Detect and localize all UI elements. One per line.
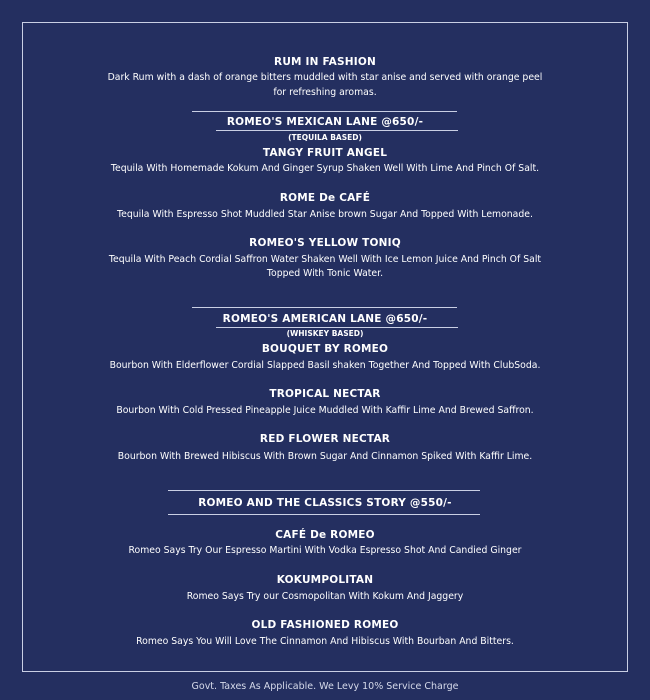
drink-desc-line: Romeo Says Try Our Espresso Martini With Vodka Espresso Shot And Candied Ginger bbox=[128, 545, 522, 556]
drink-title-rum-in-fashion: RUM IN FASHION bbox=[274, 56, 376, 68]
section-divider bbox=[216, 130, 458, 131]
drink-desc-line: Bourbon With Brewed Hibiscus With Brown Sugar And Cinnamon Spiked With Kaffir Lime. bbox=[117, 451, 533, 462]
drink-title: CAFÉ De ROMEO bbox=[275, 529, 375, 541]
drink-desc-line: Bourbon With Cold Pressed Pineapple Juice Muddled With Kaffir Lime And Brewed Saffron. bbox=[116, 405, 534, 416]
drink-title: ROME De CAFÉ bbox=[279, 192, 371, 204]
drink-title: BOUQUET BY ROMEO bbox=[261, 343, 389, 355]
section-header-mexican: ROMEO'S MEXICAN LANE @650/- bbox=[226, 116, 424, 128]
drink-title: KOKUMPOLITAN bbox=[276, 574, 374, 586]
drink-desc-line: Topped With Tonic Water. bbox=[266, 268, 384, 279]
section-header-classics: ROMEO AND THE CLASSICS STORY @550/- bbox=[198, 497, 452, 509]
section-divider bbox=[192, 307, 457, 308]
section-subtitle: (WHISKEY BASED) bbox=[286, 329, 364, 338]
section-divider bbox=[168, 514, 480, 515]
drink-title: TROPICAL NECTAR bbox=[269, 388, 381, 400]
drink-title: RED FLOWER NECTAR bbox=[259, 433, 391, 445]
drink-title: TANGY FRUIT ANGEL bbox=[262, 147, 388, 159]
section-divider bbox=[168, 490, 480, 491]
section-divider bbox=[192, 111, 457, 112]
footer-note: Govt. Taxes As Applicable. We Levy 10% Service Charge bbox=[191, 681, 459, 692]
section-divider bbox=[216, 327, 458, 328]
drink-desc-line: Romeo Says Try our Cosmopolitan With Kokum And Jaggery bbox=[186, 591, 464, 602]
drink-desc-line: Romeo Says You Will Love The Cinnamon And Hibiscus With Bourban And Bitters. bbox=[136, 636, 514, 647]
drink-title: ROMEO'S YELLOW TONIQ bbox=[249, 237, 401, 249]
drink-desc-line: Tequila With Homemade Kokum And Ginger Syrup Shaken Well With Lime And Pinch Of Salt. bbox=[110, 163, 540, 174]
drink-desc-line: Dark Rum with a dash of orange bitters muddled with star anise and served with orange peel bbox=[107, 72, 543, 83]
drink-desc-line: Tequila With Espresso Shot Muddled Star Anise brown Sugar And Topped With Lemonade. bbox=[117, 209, 533, 220]
drink-desc-line: Tequila With Peach Cordial Saffron Water Shaken Well With Ice Lemon Juice And Pinch Of Salt bbox=[108, 254, 542, 265]
section-header-american: ROMEO'S AMERICAN LANE @650/- bbox=[222, 313, 428, 325]
drink-desc-line: for refreshing aromas. bbox=[273, 87, 377, 98]
drink-title: OLD FASHIONED ROMEO bbox=[251, 619, 399, 631]
drink-desc-line: Bourbon With Elderflower Cordial Slapped Basil shaken Together And Topped With ClubSoda. bbox=[109, 360, 541, 371]
section-subtitle: (TEQUILA BASED) bbox=[288, 133, 362, 142]
